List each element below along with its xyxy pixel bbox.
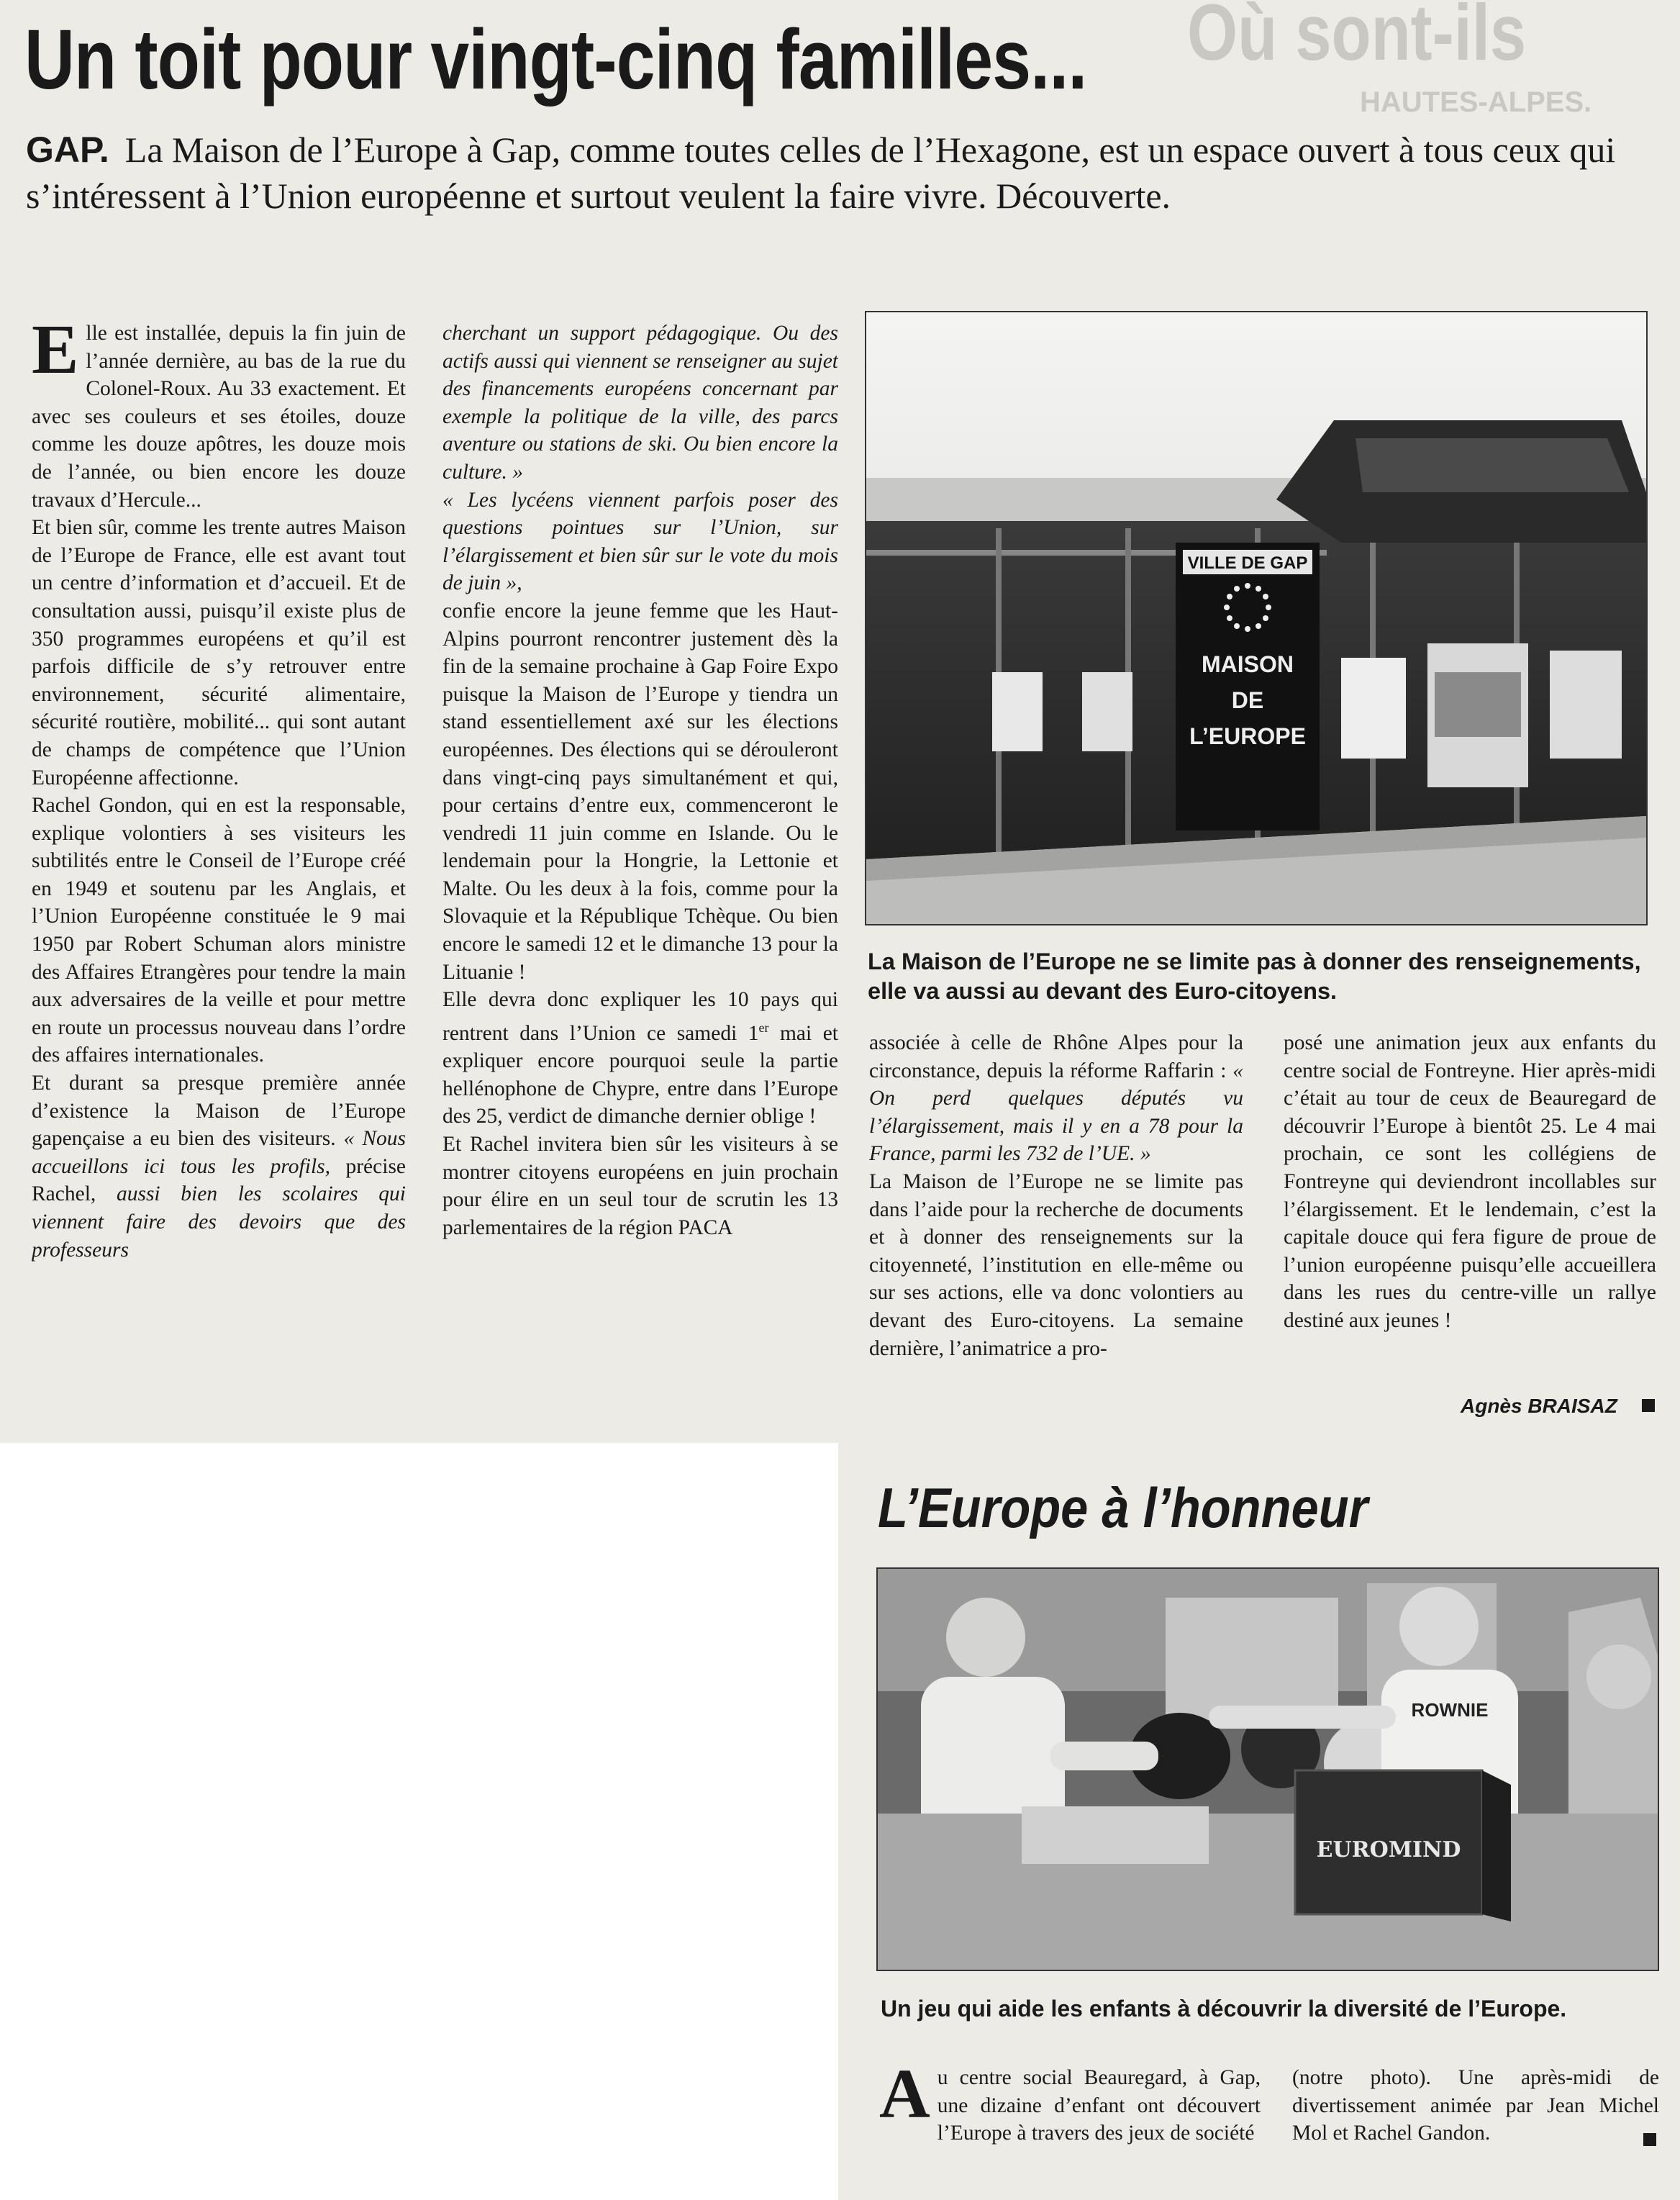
ghost-headline: Où sont-ils (1187, 0, 1527, 77)
col1-paragraph-4 (32, 1069, 406, 1264)
photo-caption-2: Un jeu qui aide les enfants à découvrir la diversité de l’Europe. (881, 1996, 1567, 2022)
column-2 (442, 320, 838, 1442)
col3-paragraph-2: La Maison de l’Europe ne se limite pas dans l’aide pour la recherche de documents et à donner des renseignements sur la citoyenneté, l’institution en elle-même ou sur ses actions, elle va donc volontiers au devant des Euro-citoyens. La semaine dernière, l’animatrice a pro- (869, 1169, 1243, 1360)
dateline-city: GAP. (26, 130, 109, 170)
sidebar-col2-text: (notre photo). Une après-midi de divertissement animée par Jean Michel Mol et Rachel Gandon. (1292, 2066, 1659, 2145)
col1-paragraph-3: Rachel Gondon, qui en est la responsable, explique volontiers à ses visiteurs les subtilités entre le Conseil de l’Europe créé en 1949 et soutenu par les Anglais, et l’Union Européenne constituée le 9 mai 1950 par Robert Schuman alors ministre des Affaires Etrangères pour tendre la main aux adversaires de la veille et pour mettre en route un processus nouveau dans l’ordre des affaires internationales. (32, 794, 406, 1067)
shirt-print: ROWNIE (1411, 1699, 1489, 1721)
storefront-illustration (866, 312, 1646, 924)
chapo-text: La Maison de l’Europe à Gap, comme toutes celles de l’Hexagone, est un espace ouvert à tous ceux qui s’intéressent à l’Union européenne et surtout veulent la faire vivre. Découverte. (26, 130, 1616, 216)
game-box-title: EUROMIND (1316, 1837, 1461, 1862)
photo-caption-1: La Maison de l’Europe ne se limite pas à donner des renseignements, elle va aussi au devant des Euro-citoyens. (868, 949, 1641, 1004)
col2-paragraph-4 (442, 986, 838, 1131)
sidebar-col1-text: u centre social Beauregard, à Gap, une dizaine d’enfant ont découvert l’Europe à travers des jeux de société (937, 2066, 1261, 2145)
sidebar-dropcap: A (879, 2064, 930, 2133)
photo-maison-europe (865, 311, 1648, 925)
col1-paragraph-1: lle est installée, depuis la fin juin de l’année dernière, au bas de la rue du Colonel-Roux. Au 33 exactement. Et avec ses couleurs et ses étoiles, douze comme les douze apôtres, les douze mois de l’année, ou bien encore les douze travaux d’Hercule... (32, 322, 406, 512)
ghost-subhead: HAUTES-ALPES. (1360, 86, 1592, 118)
col2-p4a: Elle devra donc expliquer les 10 pays qui rentrent dans l’Union ce samedi 1 (442, 988, 838, 1045)
column-4 (1284, 1029, 1656, 1396)
sidebar-column-1 (879, 2064, 1261, 2190)
column-3 (869, 1029, 1243, 1443)
sidebar-column-2 (1292, 2064, 1659, 2190)
dropcap: E (32, 320, 79, 389)
col2-p4-sup: er (758, 1020, 769, 1035)
sign-ville-de-gap: VILLE DE GAP (1187, 553, 1308, 573)
sidebar-title: L’Europe à l’honneur (878, 1476, 1368, 1539)
col2-paragraph-3: confie encore la jeune femme que les Haut-Alpins pourront rencontrer justement dès la fin de la semaine prochaine à Gap Foire Expo puisque la Maison de l’Europe y tiendra un stand essentiellement axé sur les élections européennes. Des élections qui se dérouleront dans vingt-cinq pays simultanément et qui, pour certains d’entre eux, commenceront le vendredi 11 juin comme en Islande. Ou le lendemain pour la Hongrie, la Lettonie et Malte. Ou les deux à la fois, comme pour la Slovaquie et la République Tchèque. Ou bien encore le samedi 12 et le dimanche 13 pour la Lituanie ! (442, 599, 838, 984)
sign-maison: MAISON (1202, 651, 1294, 677)
col2-paragraph-5: Et Rachel invitera bien sûr les visiteurs à se montrer citoyens européens en juin prochain pour élire en un seul tour de scrutin les 13 parlementaires de la région PACA (442, 1133, 838, 1239)
article-chapo (26, 127, 1652, 219)
article-title: Un toit pour vingt-cinq familles... (24, 12, 1087, 107)
author-signature: Agnès BRAISAZ (1461, 1395, 1617, 1417)
col2-paragraph-1: cherchant un support pédagogique. Ou des actifs aussi qui viennent se renseigner au sujet des financements européens concernant par exemple la politique de la ville, des parcs aventure ou stations de ski. Ou bien encore la culture. » (442, 322, 838, 484)
col1-paragraph-2: Et bien sûr, comme les trente autres Maison de l’Europe de France, elle est avant tout un centre d’information et d’accueil. Et de consultation aussi, puisqu’il existe plus de 350 programmes européens et qu’il est parfois difficile de s’y retrouver entre environnement, sécurité alimentaire, sécurité routière, mobilité... qui sont autant de champs de compétence que l’Union Européenne affectionne. (32, 516, 406, 789)
column-1 (32, 320, 406, 1442)
col2-paragraph-2: « Les lycéens viennent parfois poser des questions pointues sur l’Union, sur l’élargissement et bien sûr sur le vote du mois de juin », (442, 488, 838, 595)
col2-p4b: mai et expliquer encore pourquoi seule la partie hellénophone de Chypre, entre dans l’Europe des 25, verdict de dimanche dernier oblige ! (442, 1021, 838, 1128)
col1-p4-quote2: aussi bien les scolaires qui viennent faire des devoirs que des professeurs (32, 1182, 406, 1262)
sign-de: DE (1231, 687, 1264, 713)
col3-paragraph-1 (869, 1029, 1243, 1168)
photo-children-game (876, 1567, 1659, 1971)
col1-p4-text: Et durant sa presque première année d’existence la Maison de l’Europe gapençaise a eu bien des visiteurs. (32, 1072, 406, 1151)
col4-paragraph-1: posé une animation jeux aux enfants du centre social de Fontreyne. Hier après-midi c’était au tour de ceux de Beauregard de découvrir l’Europe à bientôt 25. Le 4 mai prochain, ce sont les collégiens de Fontreyne qui deviendront incollables sur l’élargissement. Et le lendemain, c’est la capitale douce qui fera figure de proue de l’union européenne puisqu’elle accueillera dans les rues du centre-ville un rallye destiné aux jeunes ! (1284, 1031, 1656, 1332)
children-game-illustration (878, 1569, 1658, 1970)
col1-p4-attr: précise Rachel, (32, 1154, 406, 1206)
sidebar-end-mark (1643, 2133, 1656, 2146)
col3-p1-quote: « On perd quelques députés vu l’élargissement, mais il y en a 78 pour la France, parmi les 732 de l’UE. » (869, 1059, 1243, 1166)
col3-p1a: associée à celle de Rhône Alpes pour la circonstance, depuis la réforme Raffarin : (869, 1031, 1243, 1082)
col1-p4-quote: « Nous accueillons ici tous les profils, (32, 1127, 406, 1178)
sign-europe: L’EUROPE (1189, 723, 1306, 749)
article-end-mark (1642, 1399, 1655, 1412)
